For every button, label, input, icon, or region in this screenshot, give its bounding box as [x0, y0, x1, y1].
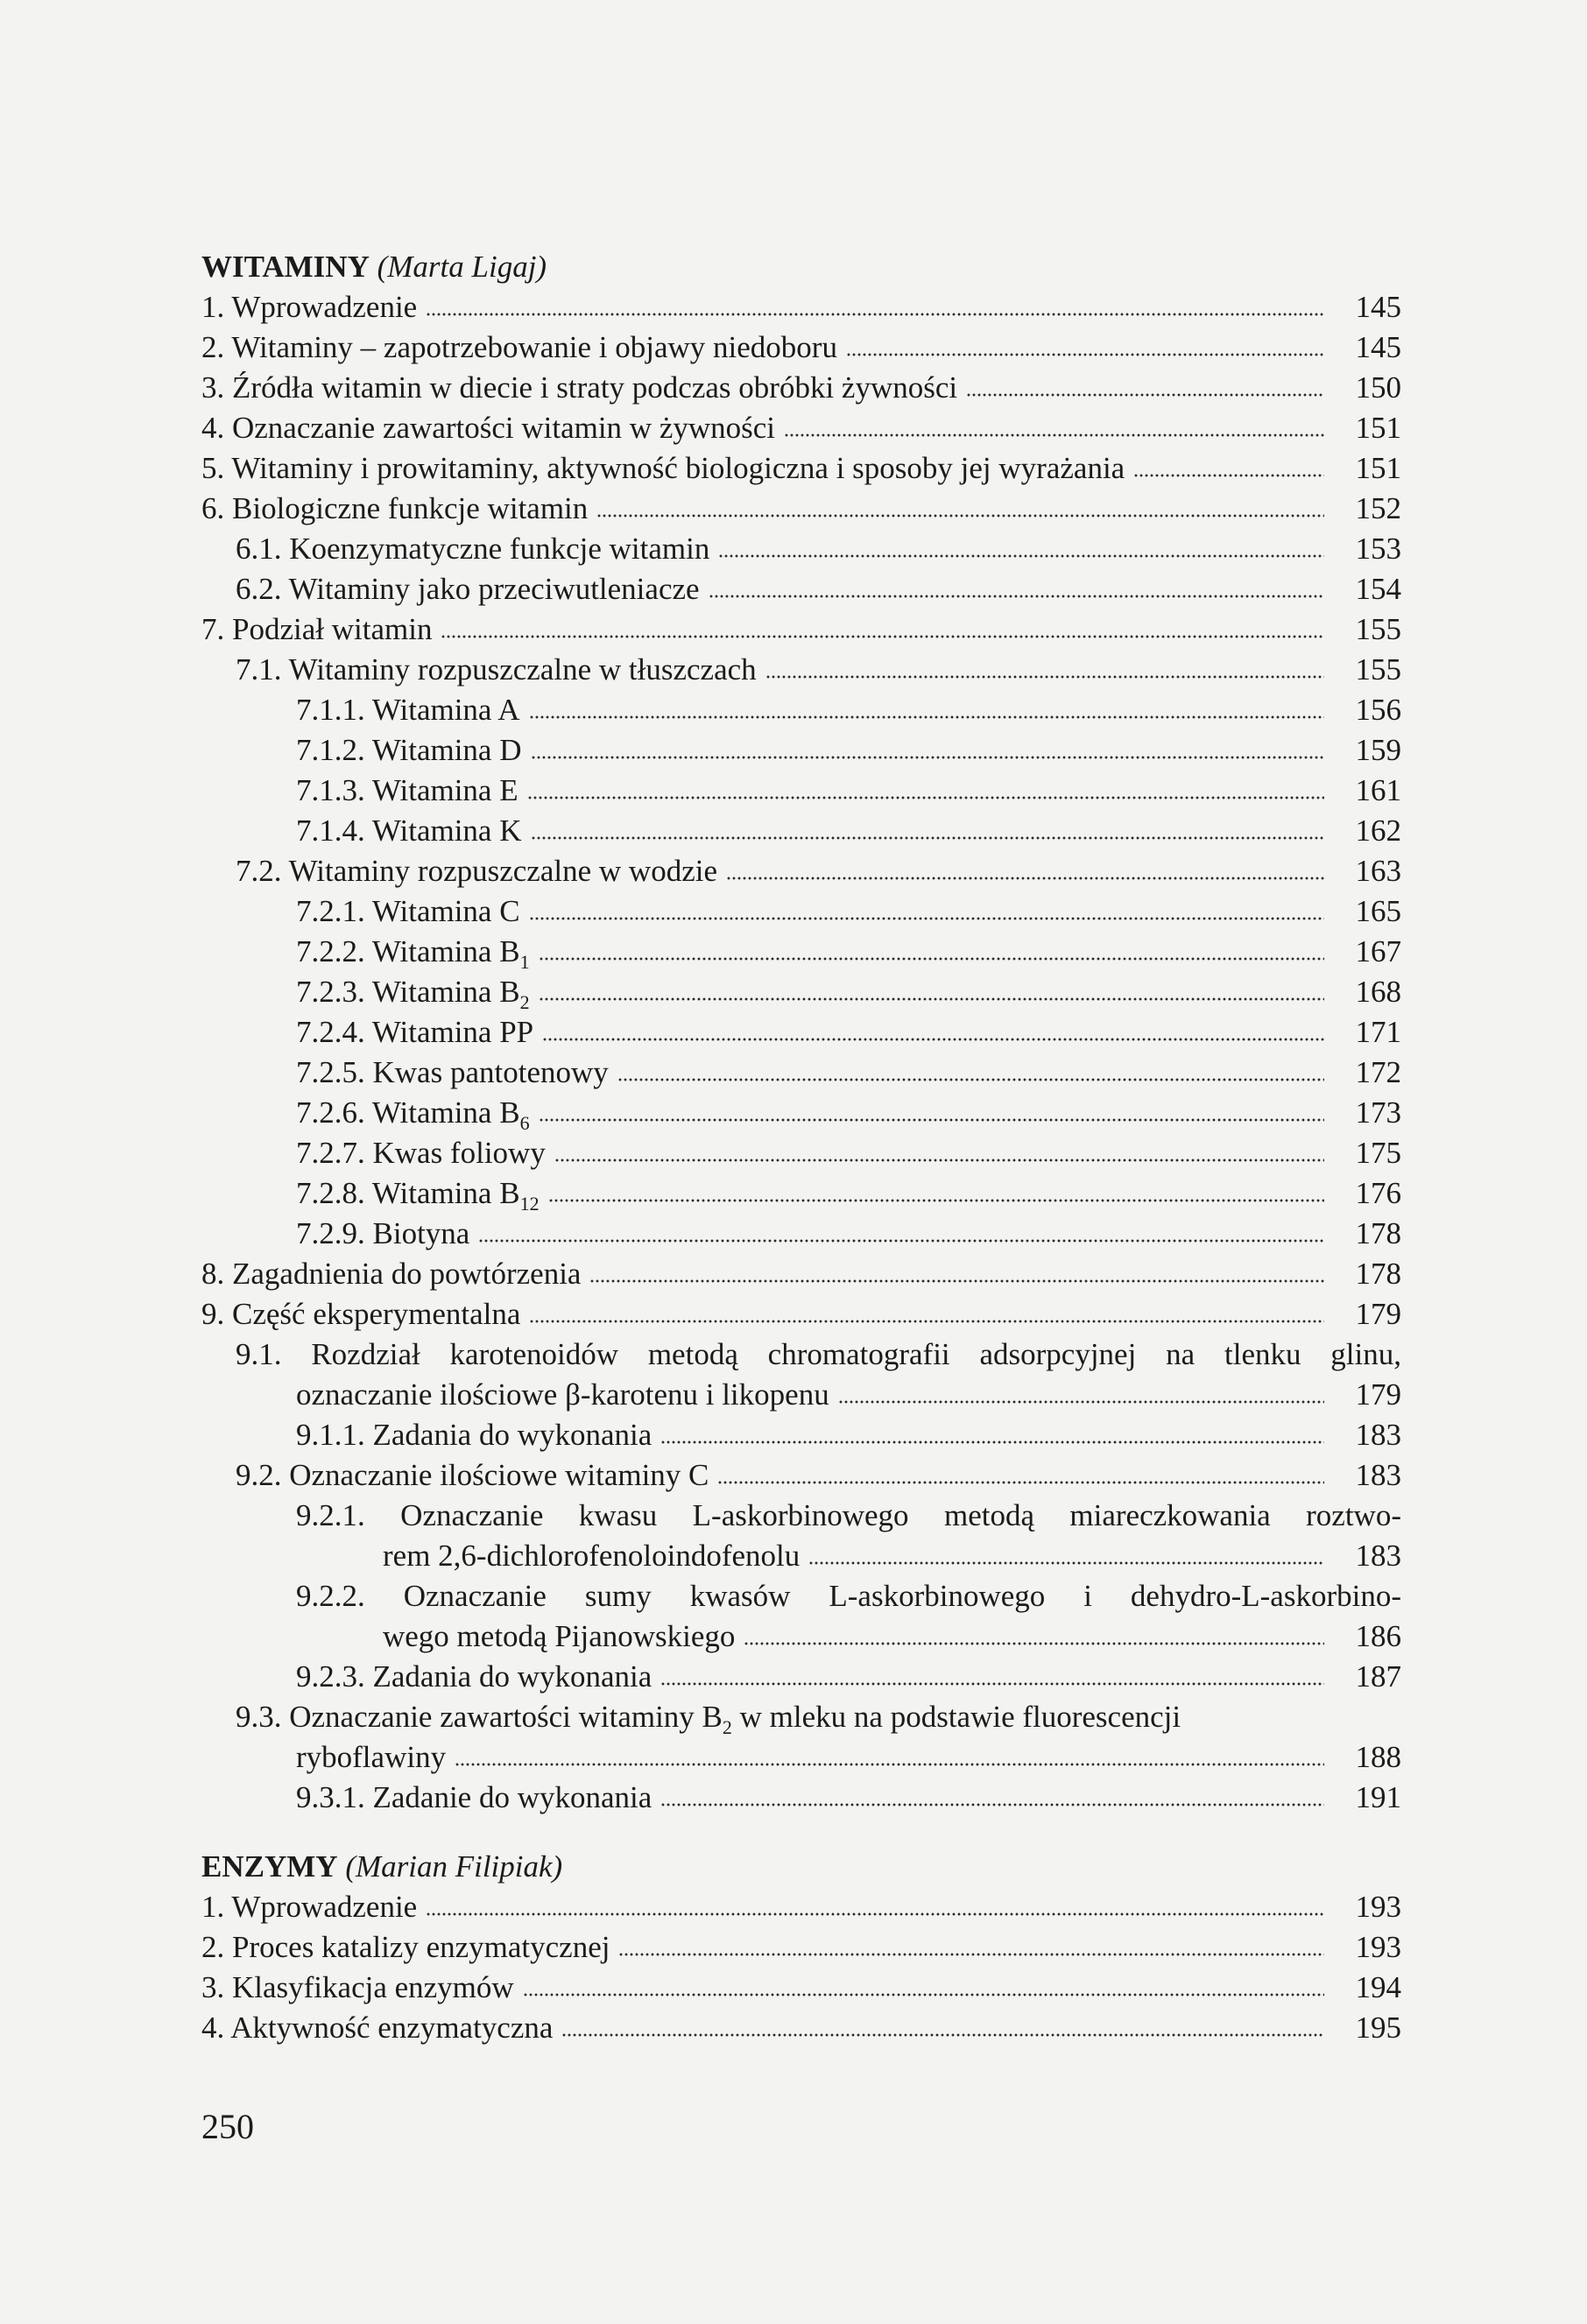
toc-entry	[201, 1335, 1401, 1375]
dot-leader	[539, 953, 1324, 961]
toc-entry	[201, 690, 1401, 730]
entry-page: 145	[1355, 330, 1401, 364]
entry-title	[296, 1415, 652, 1455]
entry-title	[201, 448, 1125, 489]
toc-entry	[201, 851, 1401, 891]
dot-leader	[718, 550, 1324, 559]
entry-text: 7. Podział witamin	[201, 612, 433, 646]
dot-leader	[529, 912, 1324, 921]
dot-leader	[529, 1315, 1324, 1324]
dot-leader	[966, 389, 1324, 398]
toc-entry	[201, 529, 1401, 569]
toc-entry	[201, 771, 1401, 811]
entry-page: 176	[1355, 1176, 1401, 1210]
entry-text: 2. Witaminy – zapotrzebowanie i objawy niedoboru	[201, 330, 837, 364]
dot-leader	[542, 1033, 1324, 1042]
entry-page: 178	[1355, 1257, 1401, 1291]
entry-title	[236, 650, 757, 690]
toc-entry	[201, 1576, 1401, 1616]
entry-page: 162	[1355, 813, 1401, 848]
dot-leader	[589, 1275, 1324, 1284]
entry-page: 163	[1355, 854, 1401, 888]
toc-entry	[201, 891, 1401, 932]
entry-continuation: oznaczanie ilościowe β-karotenu i likopenu	[296, 1377, 829, 1412]
dot-leader	[596, 510, 1324, 518]
section-heading	[201, 247, 1401, 287]
entry-page: 155	[1355, 652, 1401, 687]
section-title: WITAMINY	[201, 250, 370, 284]
toc-entry	[201, 1173, 1401, 1214]
dot-leader	[426, 1908, 1324, 1917]
entry-page: 151	[1355, 451, 1401, 485]
entry-text: 7.2. Witaminy rozpuszczalne w wodzie	[236, 854, 717, 888]
section-author: (Marian Filipiak)	[345, 1849, 563, 1884]
dot-leader	[744, 1637, 1324, 1646]
entry-text: 7.1.1. Witamina A	[296, 693, 520, 727]
toc-entry	[201, 368, 1401, 408]
section-author: (Marta Ligaj)	[377, 250, 547, 284]
toc-entry	[201, 327, 1401, 368]
entry-text: 7.2.8. Witamina B	[296, 1176, 520, 1210]
toc-entry	[201, 408, 1401, 448]
dot-leader	[561, 2029, 1324, 2038]
dot-leader	[548, 1194, 1324, 1203]
entry-page: 155	[1355, 612, 1401, 646]
dot-leader	[529, 711, 1324, 720]
entry-text: 7.2.5. Kwas pantotenowy	[296, 1055, 609, 1089]
toc-entry	[201, 730, 1401, 771]
entry-title	[201, 368, 957, 408]
dot-leader	[539, 1114, 1324, 1123]
entry-text: 9. Część eksperymentalna	[201, 1297, 521, 1331]
entry-title	[296, 1173, 540, 1214]
entry-title	[296, 730, 522, 771]
entry-text: 7.1.2. Witamina D	[296, 733, 522, 767]
entry-text: 9.2. Oznaczanie ilościowe witaminy C	[236, 1458, 709, 1492]
dot-leader	[660, 1436, 1324, 1445]
entry-page: 183	[1355, 1418, 1401, 1452]
entry-text: 7.2.1. Witamina C	[296, 894, 520, 928]
entry-page: 194	[1355, 1970, 1401, 2004]
dot-leader	[478, 1235, 1324, 1243]
toc-entry	[201, 1927, 1401, 1968]
entry-page: 173	[1355, 1095, 1401, 1130]
heading-space	[338, 1847, 346, 1887]
dot-leader	[441, 630, 1324, 639]
entry-page: 145	[1355, 290, 1401, 324]
section-title: ENZYMY	[201, 1849, 338, 1884]
entry-text: 9.2.2. Oznaczanie sumy kwasów L-askorbinowego i dehydro-L-askorbino-	[296, 1579, 1401, 1613]
dot-leader	[709, 590, 1324, 599]
entry-title	[236, 1455, 709, 1496]
toc-entry	[201, 972, 1401, 1012]
entry-title	[201, 2008, 553, 2048]
entry-text: 9.1.1. Zadania do wykonania	[296, 1418, 652, 1452]
dot-leader	[726, 872, 1324, 881]
toc-entry	[201, 1778, 1401, 1818]
toc-entry	[201, 1133, 1401, 1173]
entry-text: 7.2.6. Witamina B	[296, 1095, 520, 1130]
entry-text: 7.2.9. Biotyna	[296, 1216, 470, 1250]
dot-leader	[660, 1799, 1324, 1807]
toc-entry-continuation	[201, 1375, 1401, 1415]
entry-title	[201, 1254, 581, 1294]
dot-leader	[846, 349, 1324, 357]
dot-leader	[765, 671, 1324, 680]
dot-leader	[531, 751, 1325, 760]
entry-text: 9.3. Oznaczanie zawartości witaminy B	[236, 1700, 723, 1734]
entry-subscript: 12	[519, 1193, 540, 1215]
entry-page: 183	[1355, 1539, 1401, 1573]
entry-title	[236, 529, 709, 569]
entry-continuation: ryboflawiny	[296, 1740, 447, 1774]
entry-title	[236, 569, 700, 609]
toc-entry	[201, 1053, 1401, 1093]
entry-page: 150	[1355, 370, 1401, 405]
entry-title	[236, 851, 717, 891]
entry-title	[201, 489, 588, 529]
entry-title	[201, 1294, 520, 1335]
dot-leader	[617, 1074, 1324, 1082]
entry-text: 8. Zagadnienia do powtórzenia	[201, 1257, 582, 1291]
entry-text: 7.2.7. Kwas foliowy	[296, 1136, 546, 1170]
entry-title	[201, 1887, 417, 1927]
entry-page: 165	[1355, 894, 1401, 928]
entry-text: 9.1. Rozdział karotenoidów metodą chromatografii adsorpcyjnej na tlenku glinu,	[236, 1337, 1401, 1371]
entry-text-after: w mleku na podstawie fluorescencji	[731, 1700, 1181, 1734]
toc-entry	[201, 1697, 1401, 1737]
toc-entry	[201, 609, 1401, 650]
entry-text: 6. Biologiczne funkcje witamin	[201, 491, 589, 525]
toc-entry	[201, 1887, 1401, 1927]
entry-title	[296, 1133, 546, 1173]
entry-page: 179	[1355, 1297, 1401, 1331]
entry-page: 153	[1355, 532, 1401, 566]
entry-title	[296, 891, 520, 932]
toc-entry	[201, 2008, 1401, 2048]
dot-leader	[808, 1557, 1324, 1566]
dot-leader	[539, 993, 1324, 1002]
entry-page: 195	[1355, 2011, 1401, 2045]
entry-page: 183	[1355, 1458, 1401, 1492]
entry-page: 172	[1355, 1055, 1401, 1089]
entry-title	[201, 408, 775, 448]
entry-page: 167	[1355, 934, 1401, 968]
toc-entry-continuation	[201, 1737, 1401, 1778]
heading-space	[370, 247, 377, 287]
toc-entry	[201, 932, 1401, 972]
entry-page: 156	[1355, 693, 1401, 727]
entry-title	[236, 1335, 1401, 1375]
entry-page: 159	[1355, 733, 1401, 767]
entry-page: 161	[1355, 773, 1401, 807]
entry-title	[236, 1697, 1181, 1737]
toc-entry	[201, 1214, 1401, 1254]
entry-subscript: 2	[722, 1716, 732, 1738]
entry-title	[296, 1778, 652, 1818]
entry-page: 188	[1355, 1740, 1401, 1774]
dot-leader	[1133, 469, 1324, 478]
dot-leader	[426, 308, 1324, 317]
toc-entry	[201, 1657, 1401, 1697]
toc-entry	[201, 1012, 1401, 1053]
entry-title	[296, 972, 530, 1012]
entry-subscript: 1	[519, 951, 530, 973]
entry-title	[201, 287, 417, 327]
entry-text: 7.2.4. Witamina PP	[296, 1015, 534, 1049]
toc-entry	[201, 650, 1401, 690]
entry-page: 191	[1355, 1780, 1401, 1814]
entry-title	[296, 1576, 1401, 1616]
entry-title	[201, 609, 432, 650]
table-of-contents	[201, 247, 1401, 2048]
entry-subscript: 6	[519, 1112, 530, 1134]
entry-page: 193	[1355, 1890, 1401, 1924]
toc-entry	[201, 448, 1401, 489]
entry-title	[201, 1968, 514, 2008]
dot-leader	[717, 1476, 1324, 1485]
entry-title	[296, 1657, 652, 1697]
section-heading	[201, 1847, 1401, 1887]
toc-entry	[201, 1496, 1401, 1536]
entry-title	[296, 1496, 1401, 1536]
dot-leader	[455, 1758, 1324, 1767]
toc-entry-continuation	[201, 1536, 1401, 1576]
entry-title	[296, 1093, 530, 1133]
dot-leader	[838, 1396, 1324, 1405]
entry-text: 6.2. Witaminy jako przeciwutleniacze	[236, 572, 700, 606]
entry-title	[201, 1927, 610, 1968]
entry-text: 2. Proces katalizy enzymatycznej	[201, 1930, 610, 1964]
toc-entry	[201, 1254, 1401, 1294]
toc-entry	[201, 287, 1401, 327]
entry-page: 151	[1355, 411, 1401, 445]
entry-page: 193	[1355, 1930, 1401, 1964]
entry-title	[296, 1214, 469, 1254]
page-number: 250	[201, 2107, 254, 2146]
toc-entry	[201, 1093, 1401, 1133]
entry-text: 9.3.1. Zadanie do wykonania	[296, 1780, 652, 1814]
entry-text: 7.1.4. Witamina K	[296, 813, 522, 848]
entry-text: 6.1. Koenzymatyczne funkcje witamin	[236, 532, 710, 566]
toc-entry	[201, 811, 1401, 851]
entry-page: 168	[1355, 975, 1401, 1009]
entry-text: 7.1.3. Witamina E	[296, 773, 518, 807]
entry-page: 152	[1355, 491, 1401, 525]
toc-entry	[201, 1415, 1401, 1455]
entry-text: 7.2.2. Witamina B	[296, 934, 520, 968]
entry-page: 179	[1355, 1377, 1401, 1412]
entry-title	[201, 327, 837, 368]
entry-title	[296, 1012, 533, 1053]
entry-text: 7.2.3. Witamina B	[296, 975, 520, 1009]
dot-leader	[784, 429, 1324, 438]
entry-text: 9.2.1. Oznaczanie kwasu L-askorbinowego metodą miareczkowania roztwo-	[296, 1498, 1401, 1532]
dot-leader	[618, 1948, 1324, 1957]
entry-text: 1. Wprowadzenie	[201, 1890, 418, 1924]
toc-entry	[201, 1294, 1401, 1335]
entry-continuation: rem 2,6-dichlorofenoloindofenolu	[383, 1539, 801, 1573]
toc-entry	[201, 1968, 1401, 2008]
dot-leader	[531, 832, 1325, 841]
entry-text: 1. Wprowadzenie	[201, 290, 418, 324]
entry-page: 175	[1355, 1136, 1401, 1170]
entry-page: 186	[1355, 1619, 1401, 1653]
entry-text: 3. Klasyfikacja enzymów	[201, 1970, 514, 2004]
dot-leader	[527, 792, 1324, 800]
entry-page: 171	[1355, 1015, 1401, 1049]
entry-title	[296, 771, 518, 811]
entry-text: 5. Witaminy i prowitaminy, aktywność biologiczna i sposoby jej wyrażania	[201, 451, 1125, 485]
entry-title	[296, 1053, 609, 1093]
toc-entry	[201, 1455, 1401, 1496]
entry-title	[296, 690, 520, 730]
toc-entry-continuation	[201, 1616, 1401, 1657]
entry-page: 154	[1355, 572, 1401, 606]
entry-subscript: 2	[519, 991, 530, 1013]
dot-leader	[554, 1154, 1324, 1163]
entry-text: 4. Oznaczanie zawartości witamin w żywności	[201, 411, 776, 445]
toc-entry	[201, 569, 1401, 609]
entry-text: 7.1. Witaminy rozpuszczalne w tłuszczach	[236, 652, 757, 687]
entry-page: 187	[1355, 1659, 1401, 1694]
dot-leader	[660, 1678, 1324, 1687]
entry-text: 3. Źródła witamin w diecie i straty podczas obróbki żywności	[201, 370, 958, 405]
entry-title	[296, 811, 522, 851]
entry-page: 178	[1355, 1216, 1401, 1250]
toc-entry	[201, 489, 1401, 529]
section-gap	[201, 1818, 1401, 1847]
entry-continuation: wego metodą Pijanowskiego	[383, 1619, 736, 1653]
entry-text: 4. Aktywność enzymatyczna	[201, 2011, 554, 2045]
dot-leader	[523, 1989, 1324, 1997]
entry-text: 9.2.3. Zadania do wykonania	[296, 1659, 652, 1694]
entry-title	[296, 932, 530, 972]
